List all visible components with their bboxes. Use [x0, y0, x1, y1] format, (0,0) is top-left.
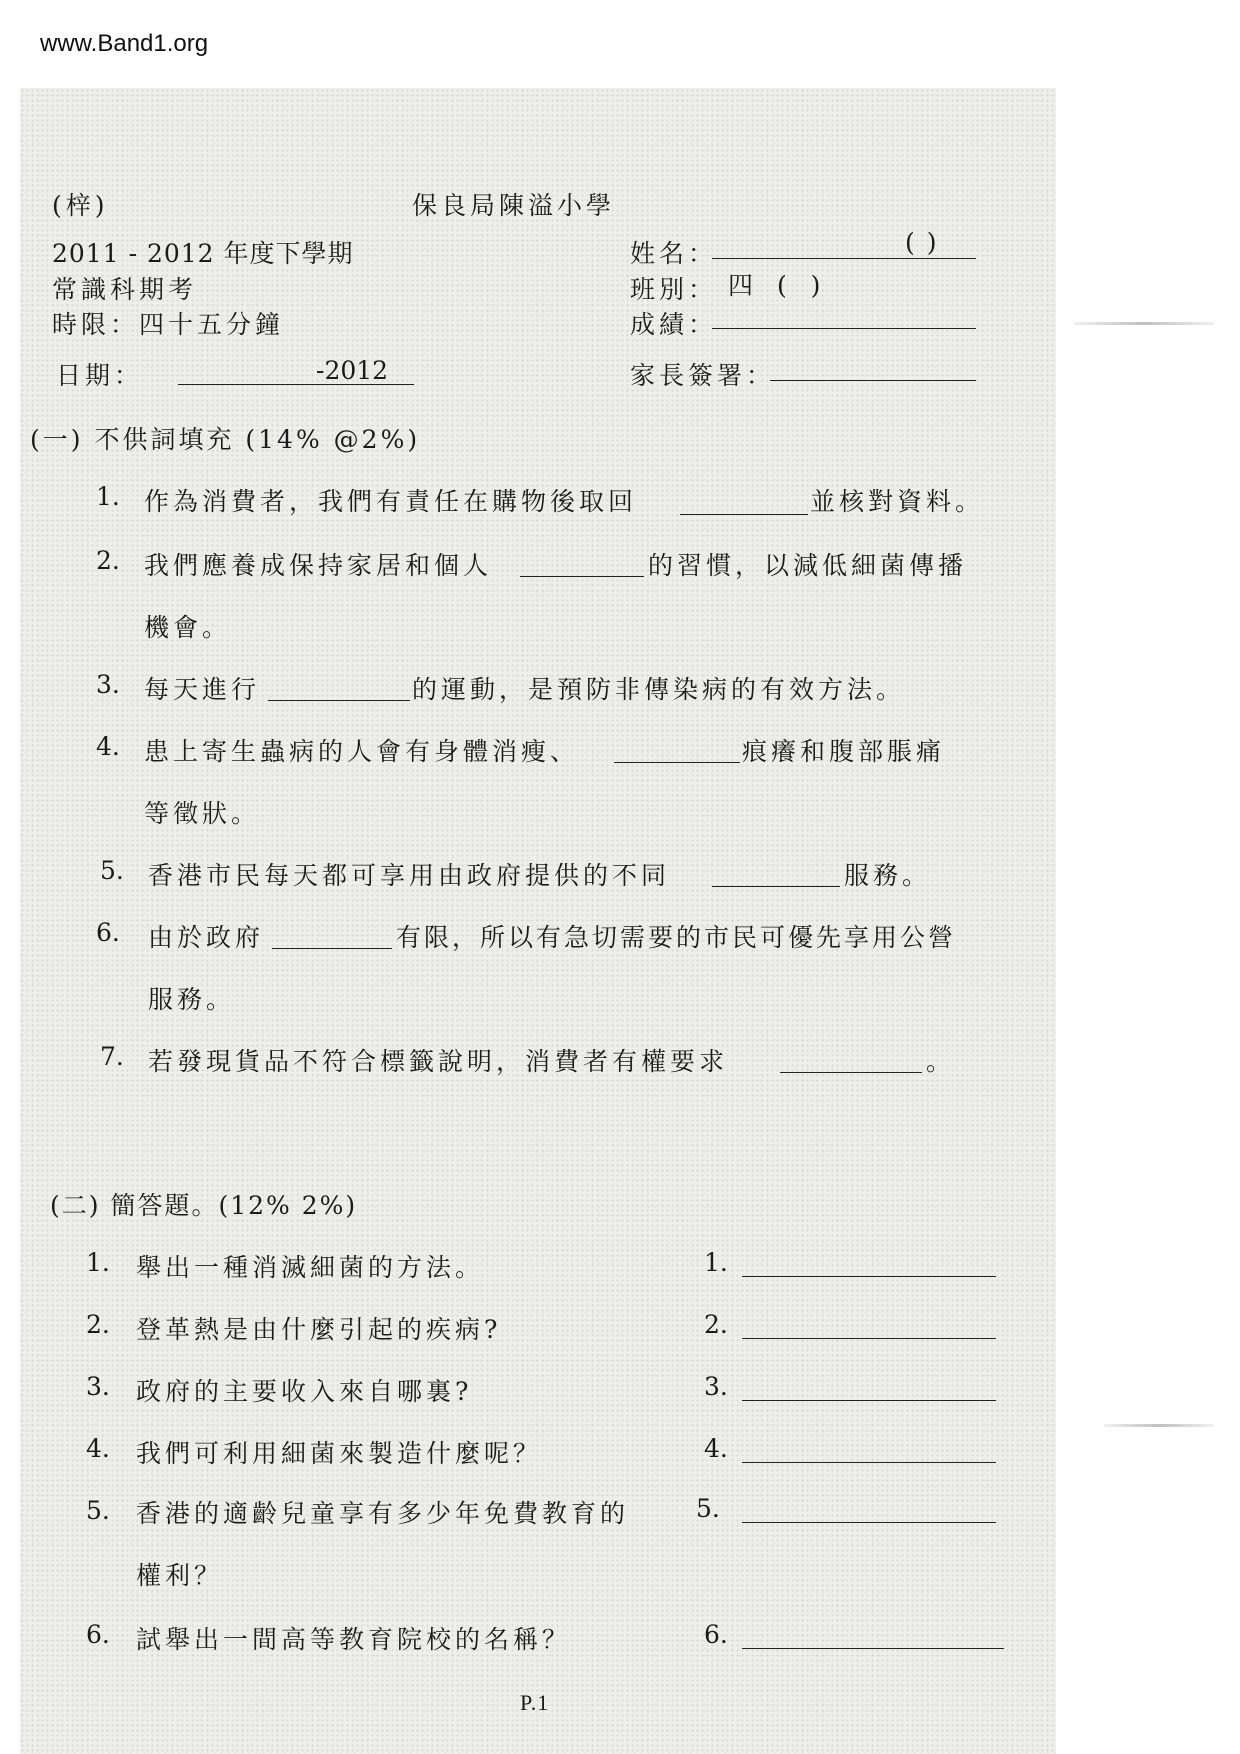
question-number: 3. — [86, 1372, 110, 1401]
class-label: 班別： — [630, 275, 718, 304]
answer-line[interactable] — [742, 1462, 996, 1463]
school-name: 保良局陳溢小學 — [412, 191, 616, 220]
question-text: 並核對資料。 — [810, 487, 985, 516]
question-text-continued: 機會。 — [144, 613, 232, 642]
question-number: 3. — [96, 670, 120, 699]
question-text: 。 — [926, 1047, 956, 1076]
question-number: 4. — [86, 1434, 110, 1463]
scan-artifact — [1074, 322, 1214, 325]
answer-blank[interactable] — [614, 762, 740, 763]
date-value: -2012 — [316, 356, 389, 385]
question-number: 1. — [86, 1248, 110, 1277]
answer-number: 1. — [704, 1248, 728, 1277]
question-text: 政府的主要收入來自哪裏? — [136, 1377, 473, 1406]
section1-title: (一) 不供詞填充 (14% @2%) — [30, 425, 421, 454]
question-text: 香港的適齡兒童享有多少年免費教育的 — [136, 1499, 630, 1528]
answer-number: 4. — [704, 1434, 728, 1463]
answer-blank[interactable] — [712, 886, 840, 887]
question-text: 若發現貨品不符合標籤說明，消費者有權要求 — [148, 1047, 729, 1076]
answer-blank[interactable] — [780, 1072, 922, 1073]
question-text-continued: 等徵狀。 — [144, 799, 261, 828]
score-label: 成績： — [630, 310, 718, 339]
question-text: 患上寄生蟲病的人會有身體消瘦、 — [144, 737, 580, 766]
parent-sign-label: 家長簽署： — [630, 361, 776, 390]
question-text: 由於政府 — [148, 923, 265, 952]
website-watermark: www.Band1.org — [40, 30, 209, 57]
answer-line[interactable] — [742, 1648, 1004, 1649]
question-text: 服務。 — [844, 861, 932, 890]
answer-line[interactable] — [742, 1522, 996, 1523]
question-text: 每天進行 — [144, 675, 261, 704]
question-number: 5. — [100, 856, 124, 885]
answer-number: 6. — [704, 1620, 728, 1649]
question-number: 5. — [86, 1496, 110, 1525]
question-number: 4. — [96, 732, 120, 761]
question-number: 2. — [96, 546, 120, 575]
answer-number: 2. — [704, 1310, 728, 1339]
answer-line[interactable] — [742, 1400, 996, 1401]
question-text-continued: 權利？ — [136, 1561, 224, 1590]
name-field[interactable] — [712, 258, 976, 259]
answer-blank[interactable] — [680, 514, 808, 515]
question-text: 我們可利用細菌來製造什麼呢？ — [136, 1439, 543, 1468]
question-text: 香港市民每天都可享用由政府提供的不同 — [148, 861, 671, 890]
answer-line[interactable] — [742, 1276, 996, 1277]
page-number: P.1 — [520, 1690, 550, 1715]
answer-blank[interactable] — [272, 948, 392, 949]
paper-tag: (梓) — [52, 191, 109, 220]
scan-artifact — [1104, 1424, 1214, 1427]
question-number: 2. — [86, 1310, 110, 1339]
question-text: 的運動，是預防非傳染病的有效方法。 — [412, 675, 906, 704]
time-limit: 時限：四十五分鐘 — [52, 310, 285, 339]
answer-blank[interactable] — [268, 700, 410, 701]
question-text: 有限，所以有急切需要的市民可優先享用公營 — [396, 923, 957, 952]
name-class-number: ( ) — [905, 228, 939, 257]
section2-title: (二) 簡答題。(12% 2%) — [50, 1191, 358, 1220]
question-number: 1. — [96, 482, 120, 511]
question-text: 作為消費者，我們有責任在購物後取回 — [144, 487, 638, 516]
name-label: 姓名： — [630, 239, 718, 268]
question-number: 6. — [86, 1620, 110, 1649]
exam-term: 2011 - 2012 年度下學期 — [52, 239, 354, 268]
question-text: 的習慣，以減低細菌傳播 — [648, 551, 968, 580]
question-text: 試舉出一間高等教育院校的名稱？ — [136, 1625, 572, 1654]
question-text: 舉出一種消滅細菌的方法。 — [136, 1253, 485, 1282]
date-label: 日期： — [56, 361, 144, 390]
score-field[interactable] — [712, 328, 976, 329]
answer-blank[interactable] — [520, 576, 644, 577]
question-text: 我們應養成保持家居和個人 — [144, 551, 493, 580]
parent-sign-field[interactable] — [770, 380, 976, 381]
answer-number: 5. — [696, 1494, 720, 1523]
question-text: 痕癢和腹部脹痛 — [742, 737, 946, 766]
question-text-continued: 服務。 — [148, 985, 236, 1014]
class-value: 四 ( ) — [728, 271, 829, 300]
question-number: 6. — [96, 918, 120, 947]
question-number: 7. — [100, 1042, 124, 1071]
answer-line[interactable] — [742, 1338, 996, 1339]
answer-number: 3. — [704, 1372, 728, 1401]
exam-subject: 常識科期考 — [52, 275, 198, 304]
question-text: 登革熱是由什麼引起的疾病? — [136, 1315, 502, 1344]
